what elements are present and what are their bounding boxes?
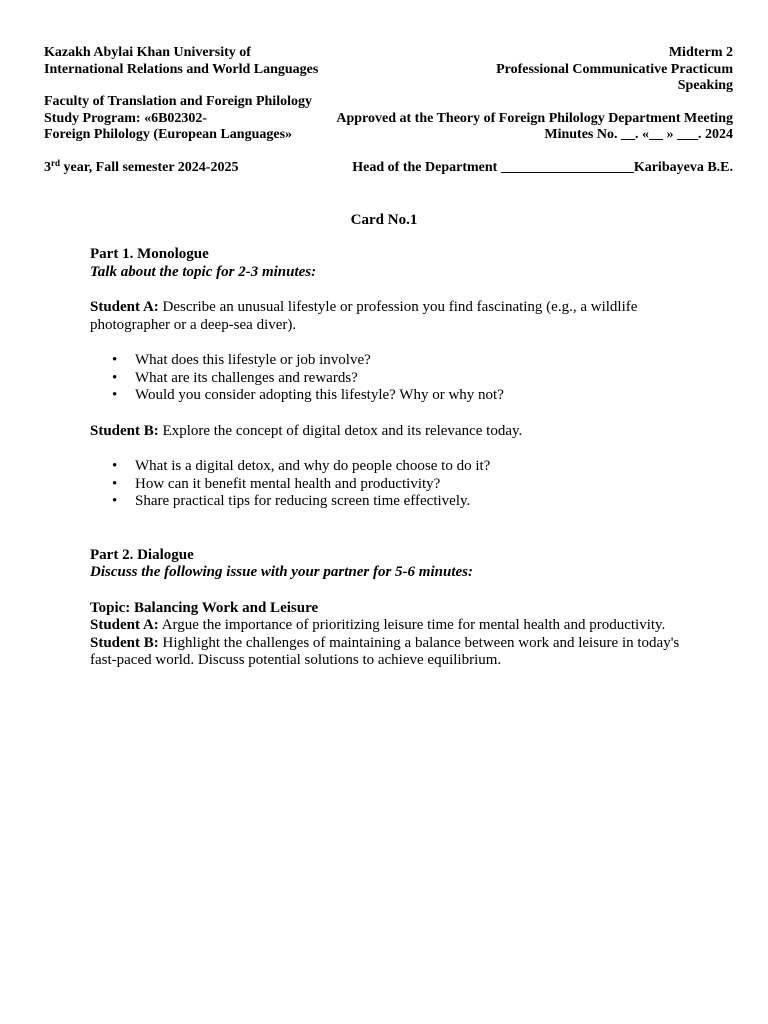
study-program: Study Program: «6B02302-	[44, 110, 208, 126]
list-item	[90, 476, 690, 494]
part1-student-a	[90, 299, 690, 334]
student-a-label: Student A:	[90, 617, 159, 633]
head-of-department	[352, 160, 733, 177]
question-text: What does this lifestyle or job involve?	[135, 352, 371, 368]
university-block	[44, 45, 318, 78]
header-row-1	[44, 45, 733, 95]
year-suffix: rd	[51, 157, 60, 168]
approval-block	[336, 94, 733, 144]
bullet-icon: •	[112, 369, 118, 386]
student-a-task: Describe an unusual lifestyle or profession you find fascinating (e.g., a wildlife photographer or a deep-sea diver).	[90, 299, 638, 333]
faculty-block	[44, 94, 312, 144]
university-name: Kazakh Abylai Khan University of	[44, 45, 251, 60]
student-a-questions	[90, 352, 690, 405]
student-b-questions	[90, 458, 690, 511]
part1-instruction: Talk about the topic for 2-3 minutes:	[90, 263, 317, 280]
part2-instruction: Discuss the following issue with your partner for 5-6 minutes:	[90, 564, 473, 580]
bullet-icon: •	[112, 458, 118, 474]
document-header	[44, 45, 733, 176]
student-b-task: Explore the concept of digital detox and its relevance today.	[158, 422, 523, 439]
year-semester	[44, 157, 239, 177]
question-text: Would you consider adopting this lifestyle? Why or why not?	[135, 387, 504, 403]
part2-student-b	[90, 635, 690, 670]
faculty-name: Faculty of Translation and Foreign Philology	[44, 94, 312, 109]
card-content	[90, 246, 690, 670]
list-item	[90, 352, 690, 370]
year-semester-text: year, Fall semester 2024-2025	[60, 159, 239, 175]
part2-topic: Topic: Balancing Work and Leisure	[90, 599, 319, 616]
bullet-icon: •	[112, 475, 118, 492]
head-signature-line: Head of the Department ___________________Karibayeva B.E.	[352, 159, 733, 175]
student-b-label: Student B:	[90, 634, 159, 651]
minutes-line: Minutes No. __. «__ » ___. 2024	[544, 127, 733, 142]
bullet-icon: •	[112, 352, 118, 368]
part1-student-b	[90, 423, 690, 441]
exam-component: Speaking	[677, 78, 733, 93]
approval-text: Approved at the Theory of Foreign Philology Department Meeting	[336, 110, 733, 126]
exam-block	[496, 45, 733, 95]
university-name-line2: International Relations and World Languages	[44, 61, 319, 77]
header-row-2	[44, 94, 733, 144]
bullet-icon: •	[112, 493, 118, 509]
part1-title: Part 1. Monologue	[90, 246, 209, 262]
student-b-label: Student B:	[90, 422, 159, 439]
student-a-task: Argue the importance of prioritizing leisure time for mental health and productivity.	[158, 617, 666, 633]
header-row-3	[44, 157, 733, 177]
part2-title: Part 2. Dialogue	[90, 546, 194, 563]
list-item	[90, 387, 690, 405]
list-item	[90, 458, 690, 476]
student-a-label: Student A:	[90, 299, 159, 315]
question-text: What are its challenges and rewards?	[135, 369, 358, 386]
study-program-name: Foreign Philology (European Languages»	[44, 127, 293, 142]
section-spacer	[90, 511, 690, 547]
course-name: Professional Communicative Practicum	[496, 61, 733, 77]
exam-title: Midterm 2	[668, 45, 733, 60]
bullet-icon: •	[112, 387, 118, 403]
student-b-task: Highlight the challenges of maintaining a balance between work and leisure in today's fast-paced world. Discuss potential solutions to achieve equilibrium.	[90, 634, 680, 668]
card-title: Card No.1	[350, 212, 418, 228]
list-item	[90, 493, 690, 511]
question-text: How can it benefit mental health and productivity?	[135, 475, 441, 492]
part2-student-a	[90, 617, 690, 635]
list-item	[90, 370, 690, 388]
question-text: Share practical tips for reducing screen time effectively.	[135, 493, 471, 509]
question-text: What is a digital detox, and why do people choose to do it?	[135, 458, 491, 474]
year-number: 3	[44, 159, 51, 175]
